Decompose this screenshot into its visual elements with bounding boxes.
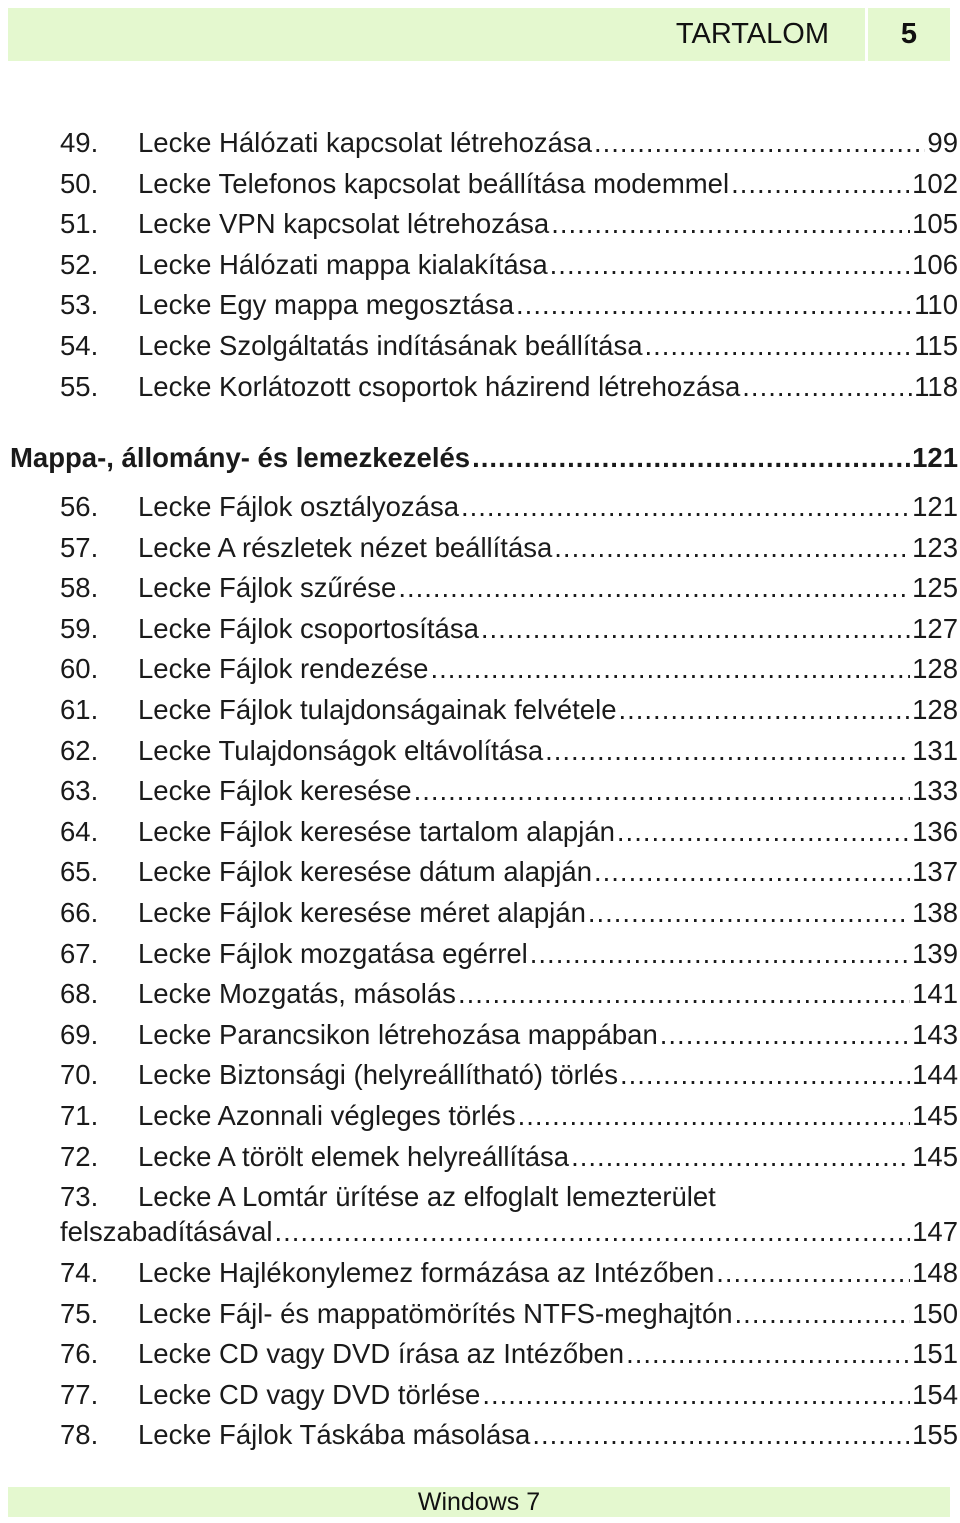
toc-entry-number: 58. (60, 572, 99, 604)
toc-entry (60, 249, 958, 285)
section-title: Mappa-, állomány- és lemezkezelés (10, 442, 471, 473)
toc-dot-leader (742, 371, 912, 403)
toc-dot-leader (716, 1257, 910, 1289)
toc-entry-title: Lecke Mozgatás, másolás (138, 978, 456, 1010)
toc-entry-number: 74. (60, 1257, 99, 1288)
toc-entry-number: 54. (60, 330, 99, 361)
toc-entry (60, 653, 958, 689)
toc-entry-page: 118 (914, 370, 958, 402)
toc-dot-leader (532, 1419, 910, 1451)
toc-entry-page: 99 (927, 127, 958, 158)
toc-entry-page: 148 (912, 1257, 958, 1288)
toc-entry-page: 128 (912, 694, 958, 725)
toc-entry-page: 147 (912, 1216, 958, 1247)
section-page: 121 (912, 442, 958, 473)
toc-dot-leader (472, 442, 910, 474)
toc-dot-leader (458, 978, 910, 1010)
toc-entry-title: Lecke Szolgáltatás indításának beállítása (138, 330, 643, 361)
toc-entry-title: Lecke Azonnali végleges törlés (138, 1100, 516, 1131)
page-header (8, 8, 950, 61)
toc-entry (60, 168, 958, 204)
toc-section-heading (10, 442, 958, 478)
toc-dot-leader (620, 1059, 910, 1091)
toc-entry-title: Lecke Hálózati kapcsolat létrehozása (138, 127, 593, 158)
toc-entry-page: 139 (912, 937, 958, 969)
toc-entry-title: Lecke Fájlok szűrése (138, 572, 397, 604)
toc-entry-number: 49. (60, 127, 99, 158)
toc-entry-page: 115 (914, 330, 958, 361)
toc-entry-page: 106 (912, 248, 958, 280)
toc-entry (60, 897, 958, 933)
toc-entry-title: Lecke CD vagy DVD írása az Intézőben (138, 1338, 625, 1370)
toc-entry-number: 57. (60, 531, 99, 563)
toc-entry-number: 76. (60, 1338, 99, 1370)
toc-entry (60, 289, 958, 325)
toc-entry-number: 56. (60, 491, 99, 522)
toc-entry (60, 491, 958, 527)
toc-entry (60, 208, 958, 244)
toc-entry-page: 145 (912, 1140, 958, 1172)
toc-dot-leader (617, 816, 910, 848)
toc-entry-page: 127 (912, 612, 958, 644)
toc-entry-title: Lecke Fájlok Táskába másolása (138, 1419, 531, 1451)
toc-entry (60, 613, 958, 649)
toc-entry-page: 144 (912, 1059, 958, 1091)
toc-entry-title: Lecke Parancsikon létrehozása mappában (138, 1018, 658, 1050)
toc-entry (60, 816, 958, 852)
toc-entry-number: 72. (60, 1140, 99, 1172)
toc-entry-page: 141 (912, 978, 958, 1010)
toc-entry-title: Lecke Fájlok osztályozása (138, 491, 459, 522)
toc-entry-title: Lecke Fájlok rendezése (138, 653, 429, 685)
toc-entry-number: 52. (60, 248, 99, 280)
toc-dot-leader (398, 572, 910, 604)
header-title: TARTALOM (8, 8, 865, 61)
toc-dot-leader (430, 653, 910, 685)
toc-entry-number: 75. (60, 1297, 99, 1329)
toc-entry-page: 131 (912, 734, 958, 766)
header-page-number: 5 (868, 8, 950, 61)
toc-entry-number: 68. (60, 978, 99, 1010)
toc-entry (60, 1019, 958, 1055)
toc-dot-leader (735, 1298, 911, 1330)
toc-entry-page: 110 (914, 289, 958, 321)
toc-entry (60, 1379, 958, 1415)
toc-entry-title: Lecke A törölt elemek helyreállítása (138, 1140, 570, 1172)
toc-dot-leader (482, 1379, 910, 1411)
toc-entry-number: 61. (60, 694, 99, 725)
toc-dot-leader (626, 1338, 910, 1370)
toc-entry-number: 53. (60, 289, 99, 321)
page-footer (8, 1487, 950, 1517)
toc-entry-number: 73. (60, 1181, 99, 1212)
toc-entry (60, 1298, 958, 1334)
toc-entry-title-continued: felszabadításával (60, 1216, 273, 1247)
toc-dot-leader (554, 532, 910, 564)
toc-entry-page: 155 (912, 1419, 958, 1451)
toc-entry-page: 151 (912, 1338, 958, 1370)
toc-entry (60, 735, 958, 771)
toc-entry-page: 154 (912, 1378, 958, 1410)
toc-dot-leader (516, 289, 912, 321)
toc-entry-title: Lecke Fájlok mozgatása egérrel (138, 937, 528, 969)
toc-entry-number: 50. (60, 167, 99, 199)
toc-entry (60, 1100, 958, 1136)
toc-entry-number: 70. (60, 1059, 99, 1091)
toc-dot-leader (518, 1100, 911, 1132)
toc-entry-number: 62. (60, 734, 99, 766)
toc-dot-leader (550, 249, 910, 281)
toc-entry (60, 856, 958, 892)
toc-entry-page: 145 (912, 1100, 958, 1131)
toc-entry-title: Lecke Fájl- és mappatömörítés NTFS-meghajtón (138, 1297, 733, 1329)
toc-dot-leader (530, 938, 910, 970)
toc-entry-page: 105 (912, 208, 958, 240)
toc-entry-page: 136 (912, 815, 958, 847)
toc-entry-number: 77. (60, 1378, 99, 1410)
toc-dot-leader (645, 330, 913, 362)
toc-entry (60, 1338, 958, 1374)
toc-entry-page: 143 (912, 1018, 958, 1050)
toc-entry-number: 71. (60, 1100, 99, 1131)
toc-entry-page: 138 (912, 897, 958, 928)
toc-entry-title: Lecke A Lomtár ürítése az elfoglalt lemezterület (138, 1181, 716, 1212)
toc-entry-title: Lecke Fájlok keresése (138, 775, 412, 807)
toc-entry-title: Lecke Hajlékonylemez formázása az Intézőben (138, 1257, 715, 1288)
toc-entry-page: 137 (912, 856, 958, 888)
toc-entry-title: Lecke Fájlok keresése méret alapján (138, 897, 586, 928)
toc-dot-leader (731, 168, 910, 200)
toc-entry (60, 694, 958, 730)
toc-entry-page: 150 (912, 1297, 958, 1329)
toc-dot-leader (545, 735, 910, 767)
toc-entry-title: Lecke CD vagy DVD törlése (138, 1378, 481, 1410)
toc-entry-wrapped-line1 (60, 1181, 958, 1213)
toc-entry-title: Lecke Tulajdonságok eltávolítása (138, 734, 544, 766)
toc-dot-leader (481, 613, 910, 645)
toc-entry-wrapped-line2 (60, 1216, 958, 1252)
footer-text: Windows 7 (417, 1487, 541, 1516)
toc-entry (60, 978, 958, 1014)
toc-entry (60, 1059, 958, 1095)
toc-entry-number: 65. (60, 856, 99, 888)
toc-dot-leader (594, 856, 910, 888)
toc-entry-number: 78. (60, 1419, 99, 1451)
toc-entry-title: Lecke Fájlok csoportosítása (138, 612, 479, 644)
toc-entry-title: Lecke Fájlok keresése tartalom alapján (138, 815, 615, 847)
toc-dot-leader (461, 491, 910, 523)
toc-entry (60, 1141, 958, 1177)
toc-entry-number: 64. (60, 815, 99, 847)
toc-dot-leader (594, 127, 925, 159)
toc-entry-number: 60. (60, 653, 99, 685)
toc-entry (60, 532, 958, 568)
toc-entry (60, 127, 958, 163)
toc-entry-number: 66. (60, 897, 99, 928)
toc-dot-leader (275, 1216, 911, 1248)
toc-entry (60, 572, 958, 608)
toc-entry (60, 938, 958, 974)
toc-entry (60, 775, 958, 811)
toc-entry (60, 1419, 958, 1455)
toc-entry-number: 67. (60, 937, 99, 969)
toc-entry-title: Lecke Korlátozott csoportok házirend létrehozása (138, 370, 741, 402)
toc-entry (60, 371, 958, 407)
toc-entry-title: Lecke Biztonsági (helyreállítható) törlés (138, 1059, 618, 1091)
toc-entry-page: 125 (912, 572, 958, 604)
toc-dot-leader (414, 775, 911, 807)
toc-entry-number: 51. (60, 208, 99, 240)
toc-entry-page: 102 (912, 167, 958, 199)
toc-entry-title: Lecke Fájlok keresése dátum alapján (138, 856, 593, 888)
toc-entry-page: 133 (912, 775, 958, 807)
toc-dot-leader (571, 1141, 910, 1173)
toc-dot-leader (619, 694, 911, 726)
toc-entry-title: Lecke Fájlok tulajdonságainak felvétele (138, 694, 617, 725)
toc-entry-number: 55. (60, 370, 99, 402)
toc-dot-leader (588, 897, 910, 929)
toc-entry (60, 330, 958, 366)
toc-entry-title: Lecke A részletek nézet beállítása (138, 531, 553, 563)
toc-entry-page: 121 (912, 491, 958, 522)
toc-entry-number: 69. (60, 1018, 99, 1050)
toc-dot-leader (551, 208, 910, 240)
toc-entry-page: 123 (912, 531, 958, 563)
toc-entry-title: Lecke Hálózati mappa kialakítása (138, 248, 548, 280)
toc-entry-number: 63. (60, 775, 99, 807)
toc-dot-leader (660, 1019, 910, 1051)
toc-entry (60, 1257, 958, 1293)
toc-entry-page: 128 (912, 653, 958, 685)
toc-entry-title: Lecke VPN kapcsolat létrehozása (138, 208, 550, 240)
toc-entry-number: 59. (60, 612, 99, 644)
toc-entry-title: Lecke Telefonos kapcsolat beállítása modemmel (138, 167, 730, 199)
toc-entry-title: Lecke Egy mappa megosztása (138, 289, 515, 321)
